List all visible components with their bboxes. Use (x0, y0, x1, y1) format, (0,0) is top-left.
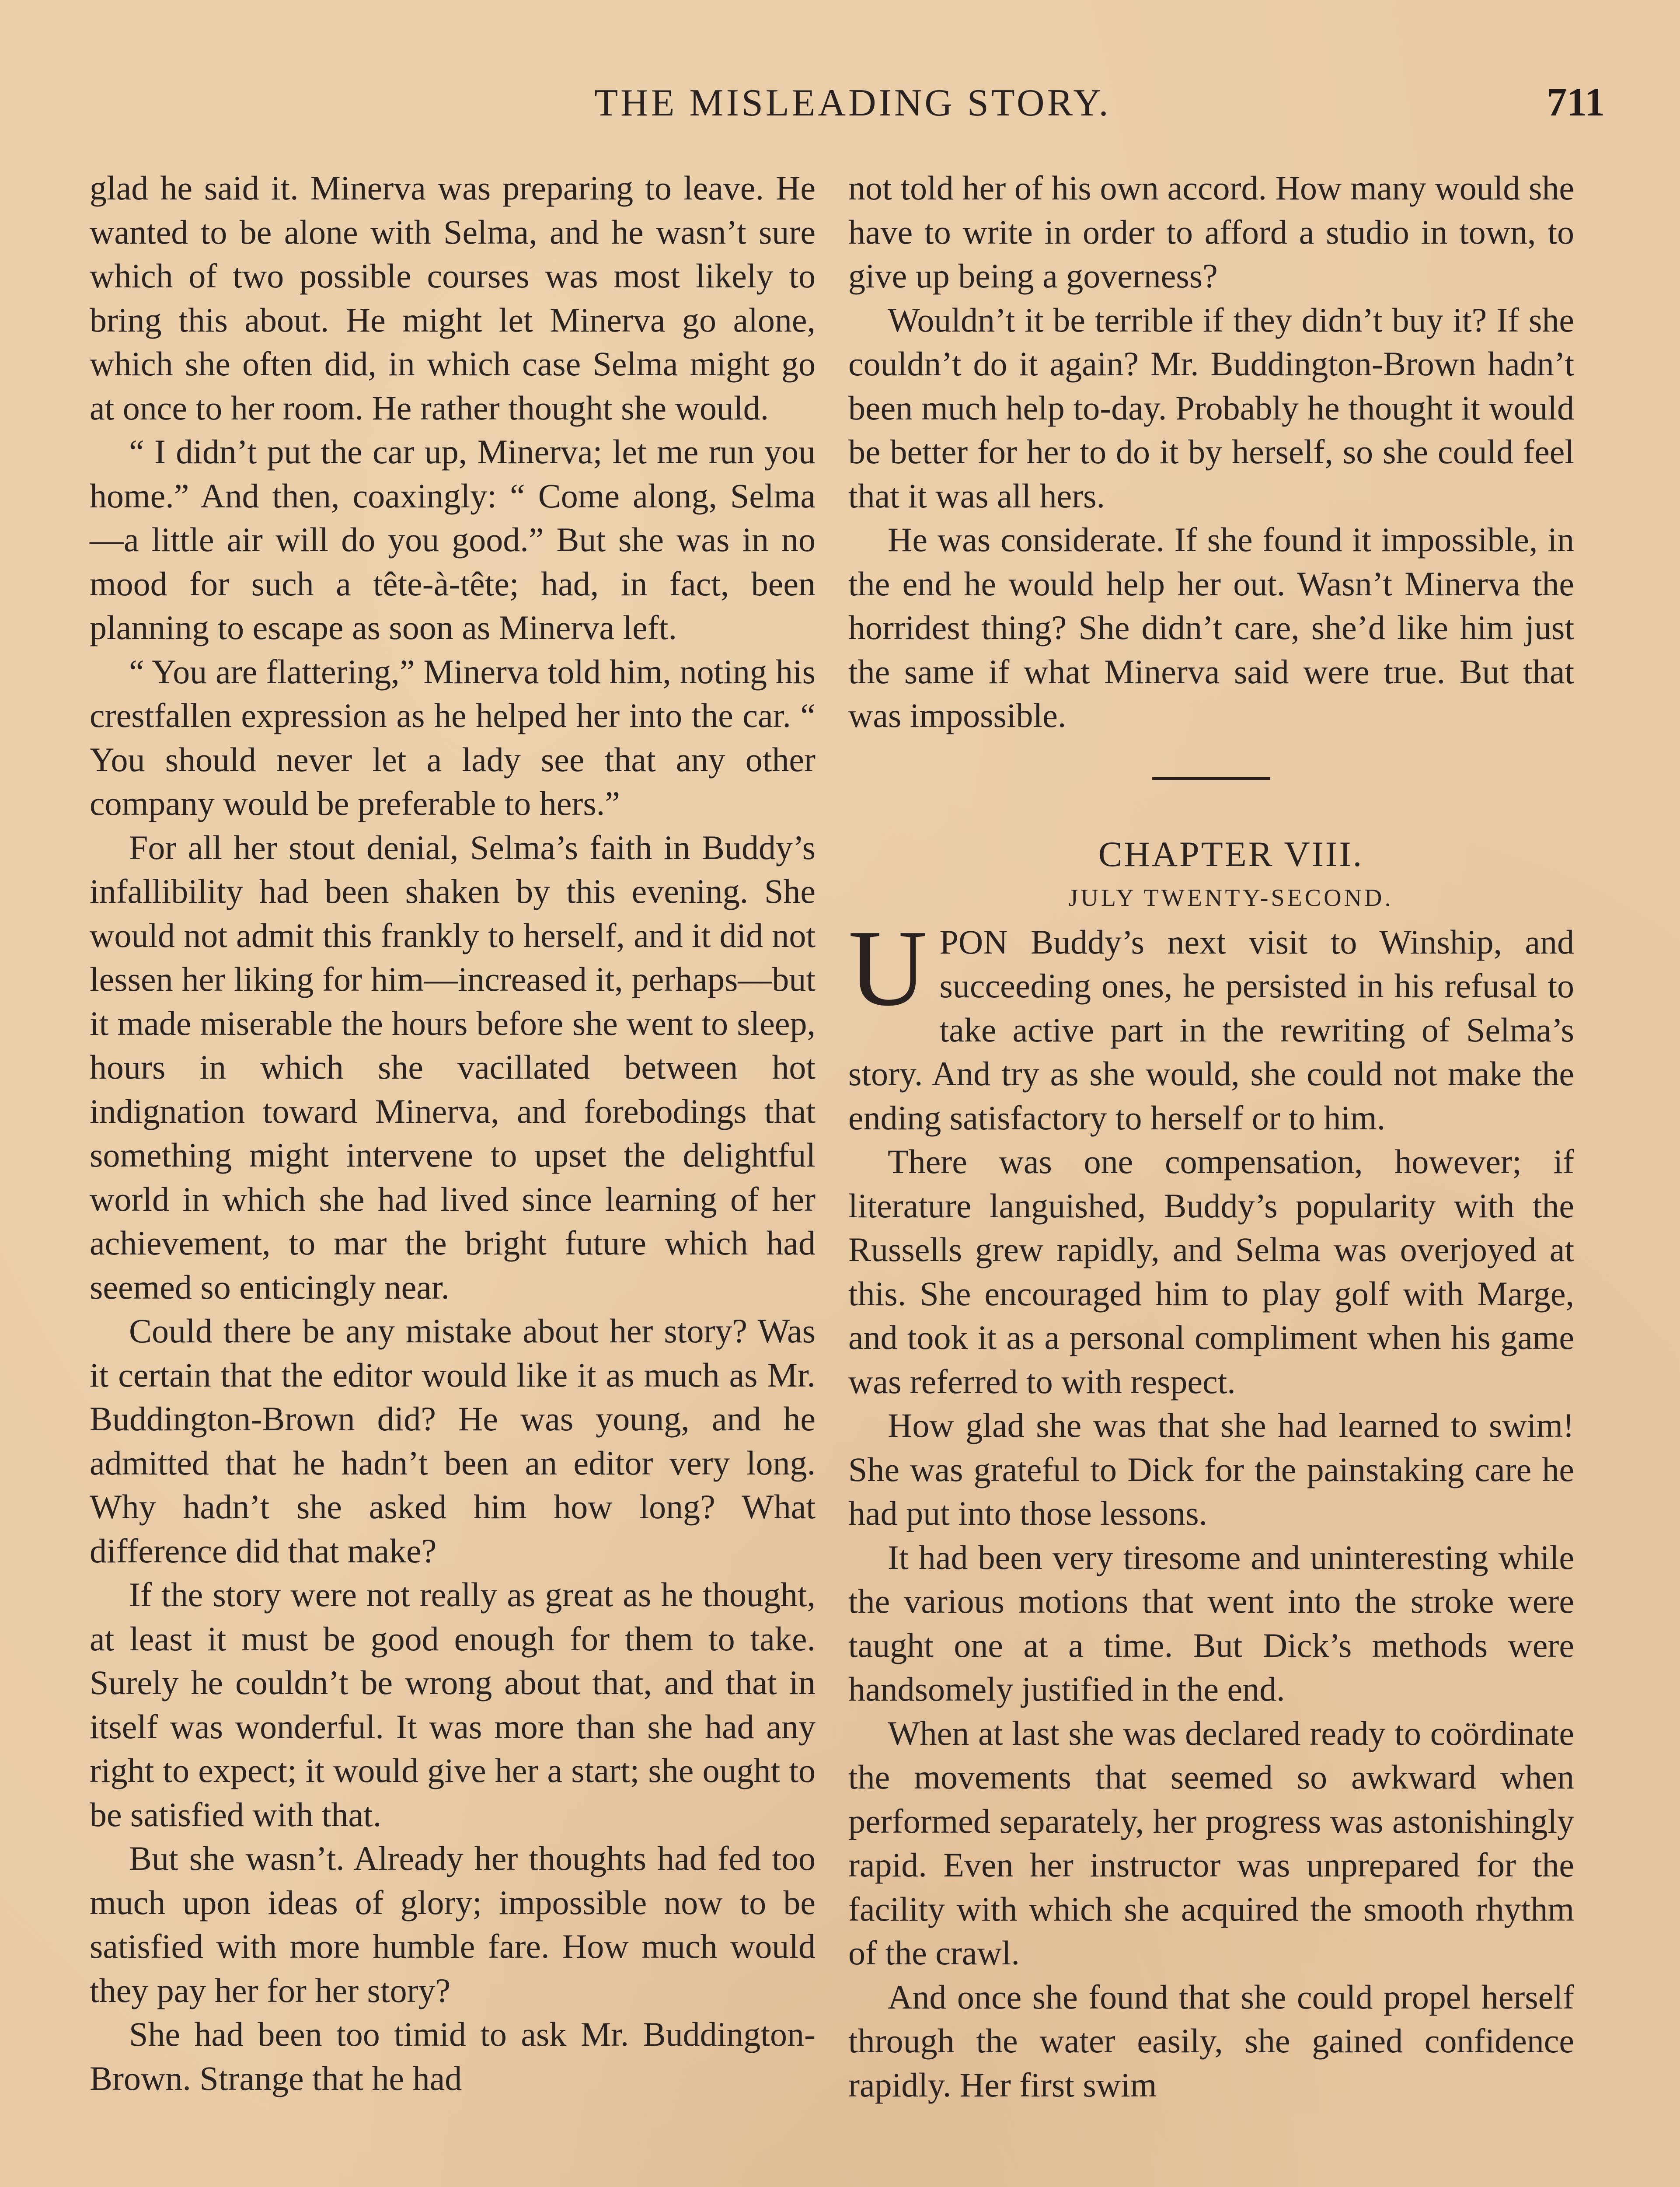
chapter-title: CHAPTER VIII. (1098, 834, 1364, 874)
paragraph: “ I didn’t put the car up, Minerva; let me run you home.” And then, coaxingly: “ Come along, Selma—a little air will do you good.” But she was in no mood for such a tête-à-tête; had, in fact, been planning to escape as soon as Minerva left. (90, 433, 816, 646)
paragraph: When at last she was declared ready to coördinate the movements that seemed so awkward when performed separately, her progress was astonishingly rapid. Even her instructor was unprepared for the facility with which she acquired the smooth rhythm of the crawl. (848, 1714, 1574, 1972)
page-header (101, 74, 1605, 136)
paragraph: It had been very tiresome and uninteresting while the various motions that went into the stroke were taught one at a time. But Dick’s methods were handsomely justified in the end. (848, 1538, 1574, 1708)
paragraph: glad he said it. Minerva was preparing to leave. He wanted to be alone with Selma, and he wasn’t sure which of two possible courses was most likely to bring this about. He might let Minerva go alone, which she often did, in which case Selma might go at once to her room. He rather thought she would. (90, 169, 816, 427)
running-title: THE MISLEADING STORY. (594, 82, 1111, 124)
paragraph: He was considerate. If she found it impossible, in the end he would help her out. Wasn’t Minerva the horridest thing? She didn’t care, she’d like him just the same if what Minerva said were true. But that was impossible. (848, 521, 1574, 734)
paragraph: If the story were not really as great as he thought, at least it must be good enough for them to take. Surely he couldn’t be wrong about that, and that in itself was wonderful. It was more than she had any right to expect; it would give her a start; she ought to be satisfied with that. (90, 1576, 816, 1834)
paragraph: There was one compensation, however; if literature languished, Buddy’s popularity with the Russells grew rapidly, and Selma was overjoyed at this. She encouraged him to play golf with Marge, and took it as a personal compliment when his game was referred to with respect. (848, 1142, 1574, 1401)
paragraph: not told her of his own accord. How many would she have to write in order to afford a studio in town, to give up being a governess? (848, 169, 1574, 295)
paragraph: How glad she was that she had learned to swim! She was grateful to Dick for the painstaking care he had put into those lessons. (848, 1406, 1574, 1532)
paragraph: For all her stout denial, Selma’s faith in Buddy’s infallibility had been shaken by this evening. She would not admit this frankly to herself, and it did not lessen her liking for him—increased it, perhaps—but it made miserable the hours before she went to sleep, hours in which she vacillated between hot indignation toward Minerva, and forebodings that something might intervene to upset the delightful world in which she had lived since learning of her achievement, to mar the bright future which had seemed so enticingly near. (90, 828, 816, 1306)
section-divider (1152, 777, 1270, 780)
page-number: 711 (1547, 80, 1605, 124)
drop-cap: U (848, 907, 927, 1029)
left-column (90, 166, 816, 2100)
right-column (848, 166, 1574, 2107)
paragraph: Wouldn’t it be terrible if they didn’t buy it? If she couldn’t do it again? Mr. Buddington-Brown hadn’t been much help to-day. Probably he thought it would be better for her to do it by herself, so she could feel that it was all hers. (848, 300, 1574, 515)
chapter-date: JULY TWENTY-SECOND. (1068, 884, 1394, 912)
paragraph: Could there be any mistake about her story? Was it certain that the editor would like it as much as Mr. Buddington-Brown did? He was young, and he admitted that he hadn’t been an editor very long. Why hadn’t she asked him how long? What difference did that make? (90, 1312, 816, 1570)
paragraph: “ You are flattering,” Minerva told him, noting his crestfallen expression as he helped her into the car. “ You should never let a lady see that any other company would be preferable to hers.” (90, 652, 816, 822)
chapter-opening-paragraph (848, 907, 1574, 1140)
paragraph: But she wasn’t. Already her thoughts had fed too much upon ideas of glory; impossible now to be satisfied with more humble fare. How much would they pay her for her story? (90, 1839, 816, 2009)
opening-text: PON Buddy’s next visit to Winship, and succeeding ones, he persisted in his refusal to take active part in the rewriting of Selma’s story. And try as she would, she could not make the ending satisfactory to herself or to him. (848, 922, 1574, 1137)
paragraph: She had been too timid to ask Mr. Buddington-Brown. Strange that he had (90, 2015, 816, 2097)
paragraph: And once she found that she could propel herself through the water easily, she gained confidence rapidly. Her first swim (848, 1977, 1574, 2104)
